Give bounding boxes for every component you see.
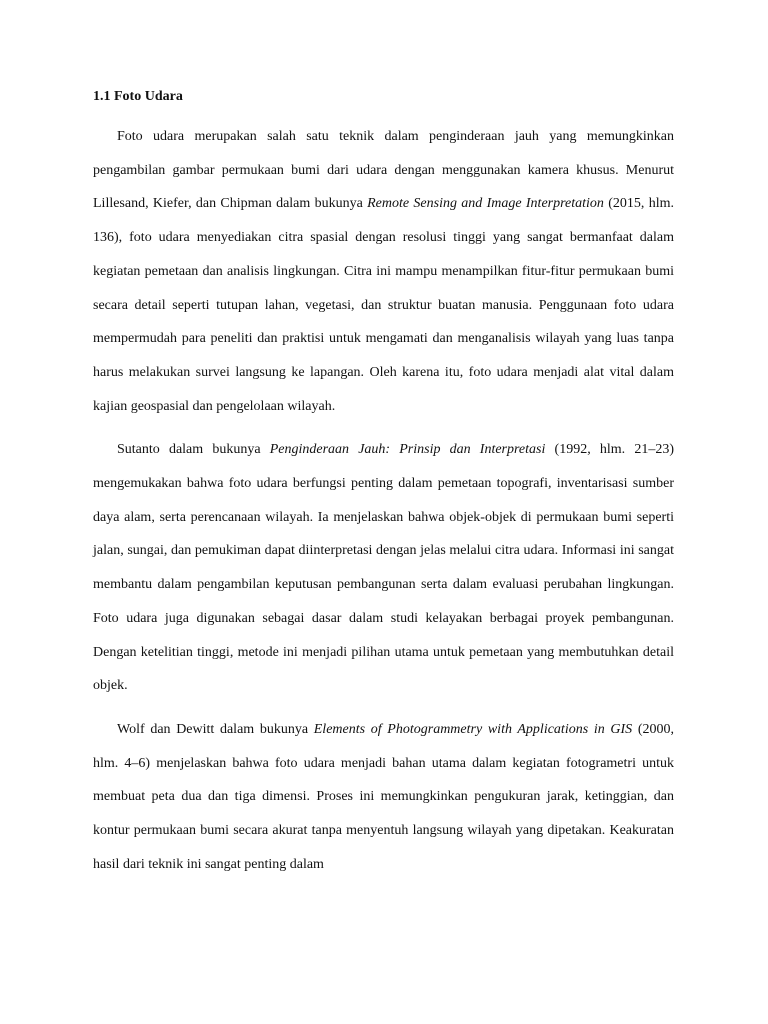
- paragraph-2-text-cont: (1992, hlm. 21–23) mengemukakan bahwa foto udara berfungsi penting dalam pemetaan topografi, inventarisasi sumber daya alam, serta perencanaan wilayah. Ia menjelaskan bahwa objek-objek di permukaan bumi seperti jalan, sungai, dan pemukiman dapat diinterpretasi dengan jelas melalui citra udara. Informasi ini sangat membantu dalam pengambilan keputusan pembangunan serta dalam evaluasi perubahan lingkungan. Foto udara juga digunakan sebagai dasar dalam studi kelayakan berbagai proyek pembangunan. Dengan ketelitian tinggi, metode ini menjadi pilihan utama untuk pemetaan yang membutuhkan detail objek.: [93, 442, 674, 694]
- paragraph-2: [93, 433, 674, 703]
- paragraph-1-text-cont: (2015, hlm. 136), foto udara menyediakan citra spasial dengan resolusi tinggi yang sangat bermanfaat dalam kegiatan pemetaan dan analisis lingkungan. Citra ini mampu menampilkan fitur-fitur permukaan bumi secara detail seperti tutupan lahan, vegetasi, dan struktur buatan manusia. Penggunaan foto udara mempermudah para peneliti dan praktisi untuk mengamati dan menganalisis wilayah yang luas tanpa harus melakukan survei langsung ke lapangan. Oleh karena itu, foto udara menjadi alat vital dalam kajian geospasial dan pengelolaan wilayah.: [93, 196, 674, 414]
- paragraph-1: [93, 120, 674, 423]
- paragraph-1-book-title: Remote Sensing and Image Interpretation: [367, 196, 604, 212]
- paragraph-3-text-cont: (2000, hlm. 4–6) menjelaskan bahwa foto udara menjadi bahan utama dalam kegiatan fotogrametri untuk membuat peta dua dan tiga dimensi. Proses ini memungkinkan pengukuran jarak, ketinggian, dan kontur permukaan bumi secara akurat tanpa menyentuh langsung wilayah yang dipetakan. Keakuratan hasil dari teknik ini sangat penting dalam: [93, 721, 674, 872]
- paragraph-3: [93, 713, 674, 882]
- paragraph-2-text: Sutanto dalam bukunya: [117, 442, 270, 458]
- paragraph-3-text: Wolf dan Dewitt dalam bukunya: [117, 721, 314, 737]
- paragraph-1-text: Foto udara merupakan salah satu teknik dalam penginderaan jauh yang memungkinkan pengambilan gambar permukaan bumi dari udara dengan menggunakan kamera khusus. Menurut Lillesand, Kiefer, dan Chipman dalam bukunya: [93, 129, 674, 212]
- document-page: [93, 84, 674, 891]
- paragraph-2-book-title: Penginderaan Jauh: Prinsip dan Interpretasi: [269, 442, 546, 458]
- paragraph-3-book-title: Elements of Photogrammetry with Applications in GIS: [313, 721, 633, 737]
- section-heading: 1.1 Foto Udara: [93, 89, 183, 104]
